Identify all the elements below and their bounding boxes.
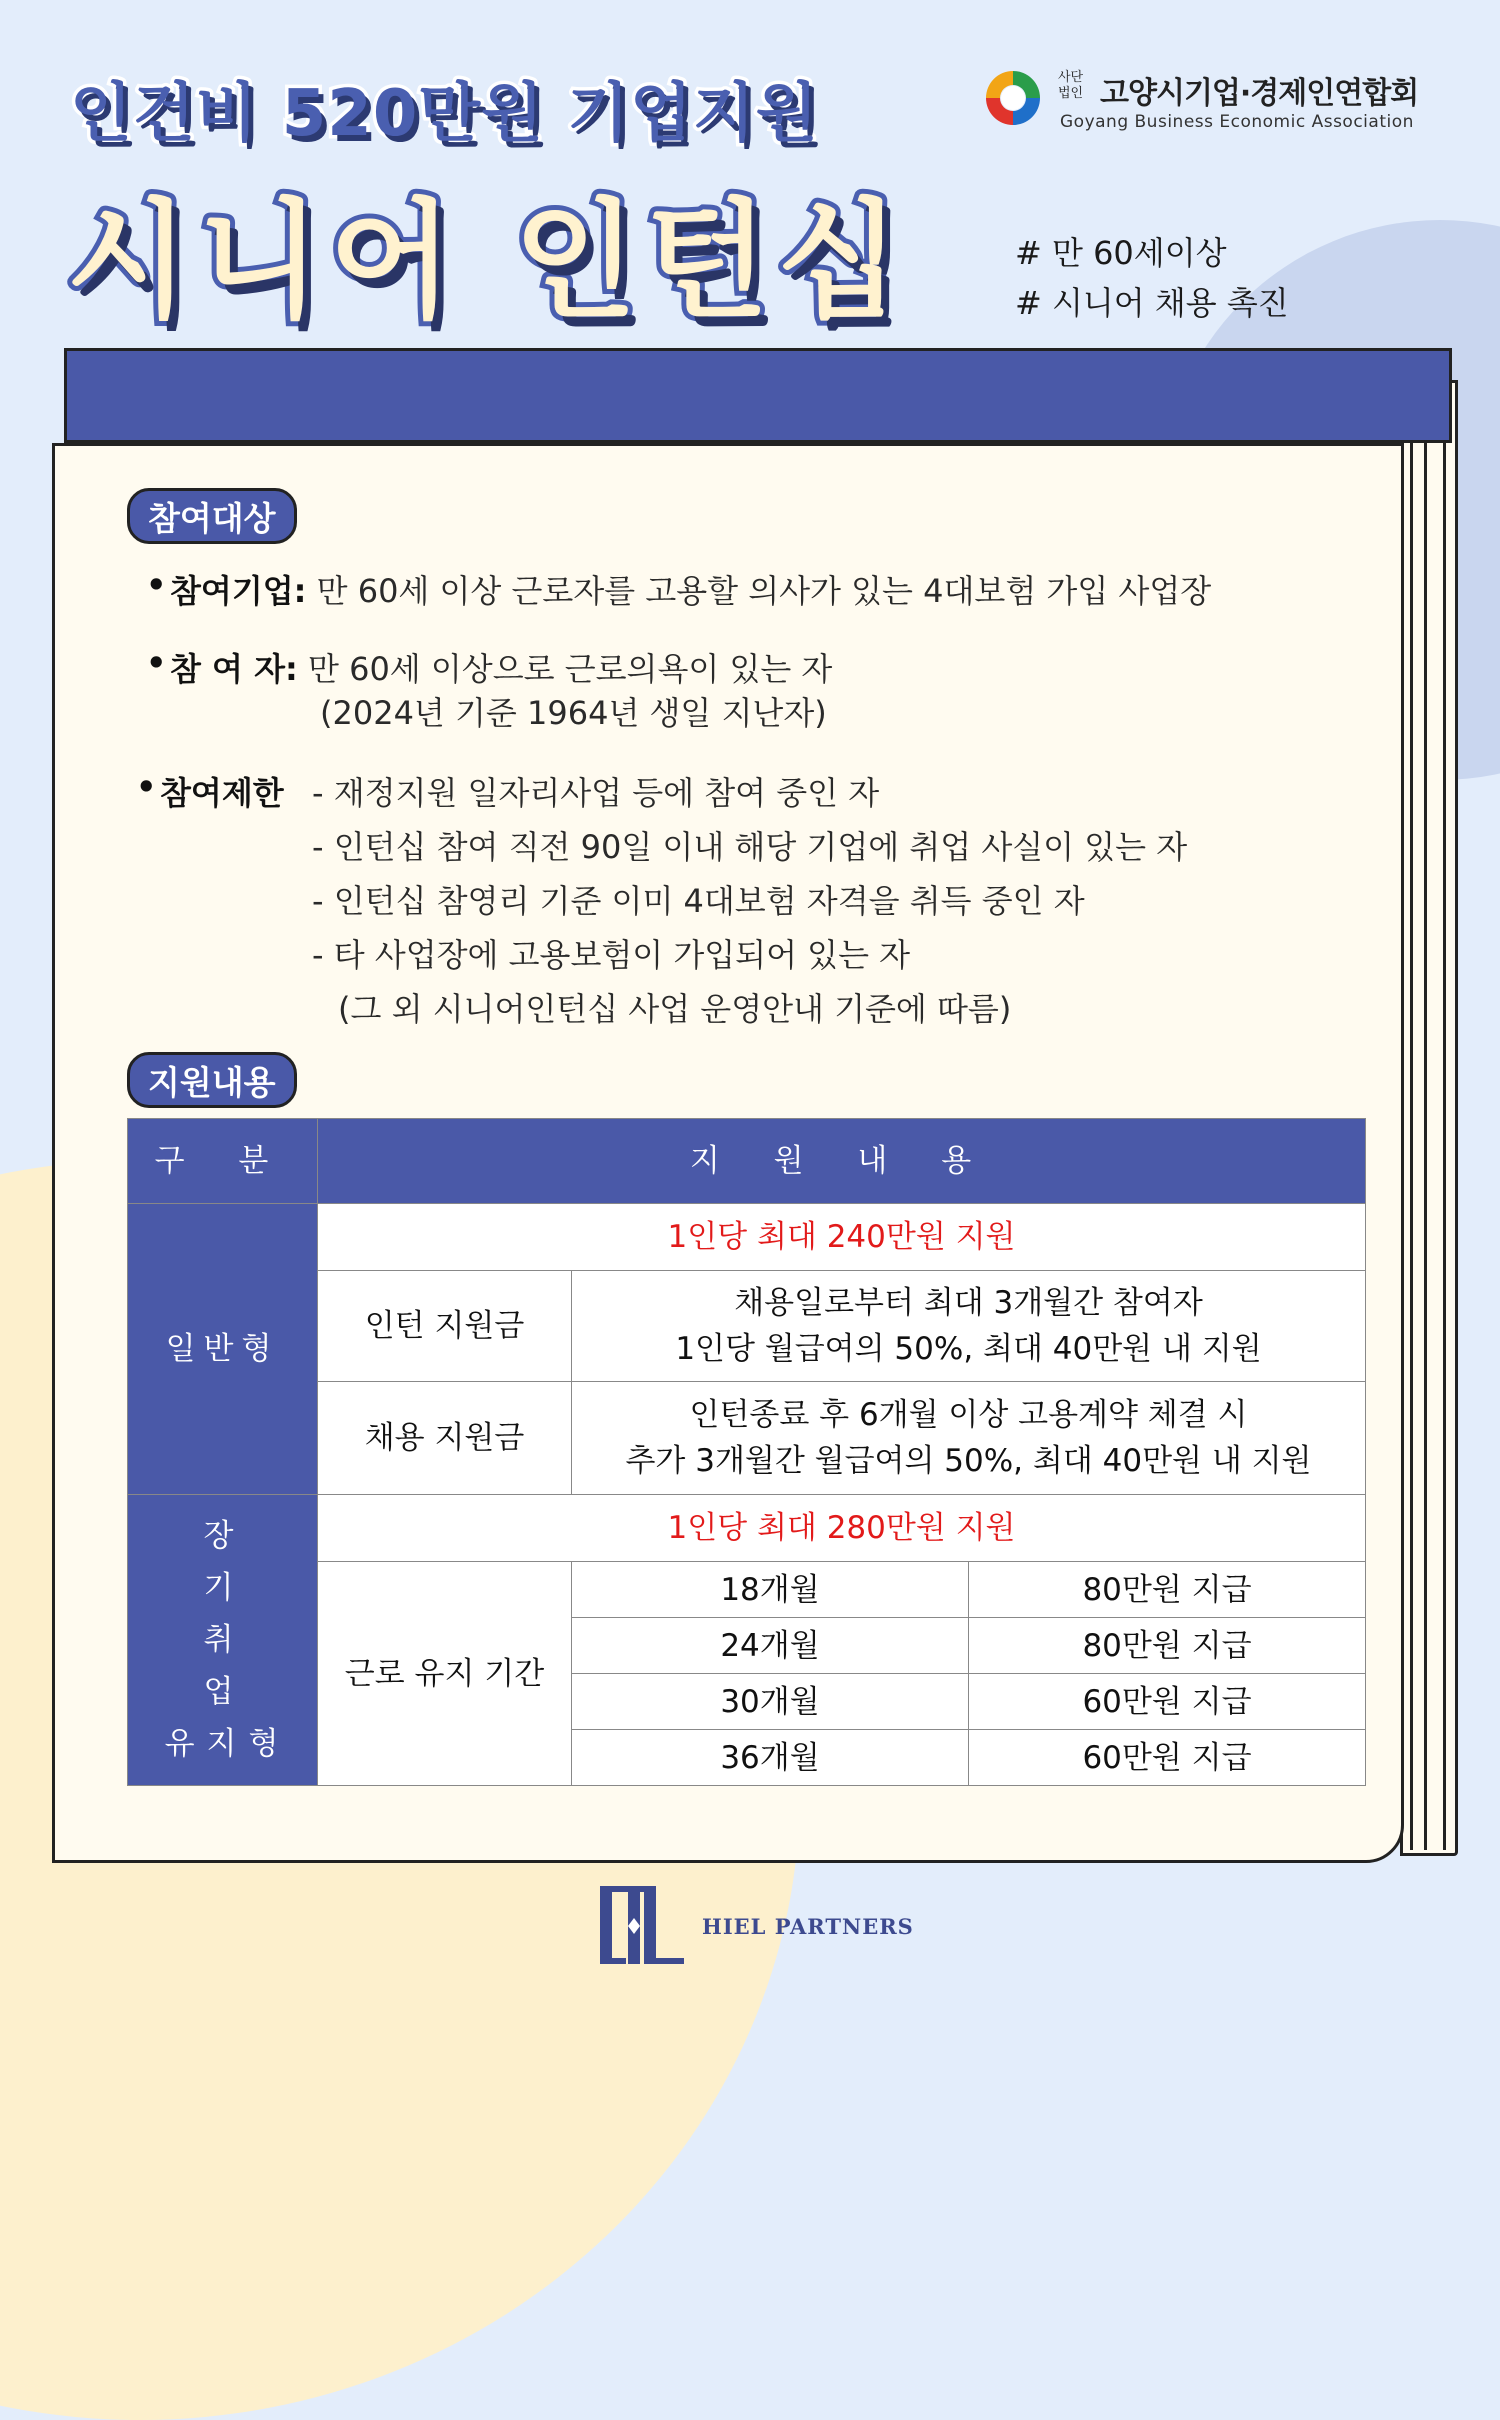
association-type-label: 사단 법인 (1058, 70, 1084, 101)
period-amount: 80만원 지급 (969, 1618, 1366, 1674)
paper-edge (1424, 380, 1443, 1850)
calendar-top-bar (64, 348, 1452, 443)
table-row (128, 1204, 1366, 1271)
period-months: 24개월 (572, 1618, 969, 1674)
participant-note: (2024년 기준 1964년 생일 지난자) (320, 694, 827, 732)
general-max-amount: 1인당 최대 240만원 지원 (318, 1204, 1366, 1271)
bullet: • (146, 644, 167, 682)
header-content: 지 원 내 용 (318, 1119, 1366, 1204)
bullet: • (146, 566, 167, 604)
bullet: • (136, 768, 157, 806)
hashtag: # 시니어 채용 촉진 (1015, 284, 1289, 322)
table-header-row (128, 1119, 1366, 1204)
intern-subsidy-detail: 채용일로부터 최대 3개월간 참여자 1인당 월급여의 50%, 최대 40만원 내 지원 (572, 1271, 1366, 1382)
period-months: 36개월 (572, 1730, 969, 1786)
period-months: 30개월 (572, 1674, 969, 1730)
intern-subsidy-label: 인턴 지원금 (318, 1271, 572, 1382)
company-row (170, 566, 1211, 612)
restriction-label: 참여제한 (160, 774, 284, 812)
participant-text: 만 60세 이상으로 근로의욕이 있는 자 (308, 650, 833, 688)
hiel-logo-icon (598, 1880, 688, 1970)
support-table (127, 1118, 1366, 1786)
association-english-name: Goyang Business Economic Association (1060, 112, 1414, 132)
participant-label: 참 여 자: (170, 650, 298, 688)
company-label: 참여기업: (170, 572, 307, 610)
hiring-subsidy-detail: 인턴종료 후 6개월 이상 고용계약 체결 시 추가 3개월간 월급여의 50%, 최대 40만원 내 지원 (572, 1382, 1366, 1495)
section-title-support: 지원내용 (127, 1052, 297, 1108)
brand-name: HIEL PARTNERS (702, 1914, 914, 1939)
longterm-type-label: 장 기 취 업 유지형 (128, 1495, 318, 1786)
company-text: 만 60세 이상 근로자를 고용할 의사가 있는 4대보험 가입 사업장 (316, 572, 1212, 610)
headline-top: 인건비 520만원 기업지원 (70, 77, 819, 151)
period-amount: 60만원 지급 (969, 1730, 1366, 1786)
period-label: 근로 유지 기간 (318, 1562, 572, 1786)
header-category: 구 분 (128, 1119, 318, 1204)
table-row (128, 1495, 1366, 1562)
participant-row (170, 644, 832, 690)
restriction-item: - 인턴십 참여 직전 90일 이내 해당 기업에 취업 사실이 있는 자 (312, 828, 1188, 866)
restriction-note: (그 외 시니어인턴십 사업 운영안내 기준에 따름) (338, 990, 1012, 1028)
association-name: 고양시기업·경제인연합회 (1100, 76, 1419, 111)
period-amount: 60만원 지급 (969, 1674, 1366, 1730)
headline-main: 시니어 인턴십 (66, 187, 909, 336)
restriction-item: - 재정지원 일자리사업 등에 참여 중인 자 (312, 774, 880, 812)
general-type-label: 일반형 (128, 1204, 318, 1495)
period-amount: 80만원 지급 (969, 1562, 1366, 1618)
section-title-participants: 참여대상 (127, 488, 297, 544)
hashtag-list (1015, 228, 1289, 328)
period-months: 18개월 (572, 1562, 969, 1618)
hashtag: # 만 60세이상 (1015, 234, 1227, 272)
longterm-max-amount: 1인당 최대 280만원 지원 (318, 1495, 1366, 1562)
restriction-item: - 타 사업장에 고용보험이 가입되어 있는 자 (312, 936, 911, 974)
hiring-subsidy-label: 채용 지원금 (318, 1382, 572, 1495)
association-logo-icon (982, 67, 1044, 129)
restriction-item: - 인턴십 참영리 기준 이미 4대보험 자격을 취득 중인 자 (312, 882, 1085, 920)
